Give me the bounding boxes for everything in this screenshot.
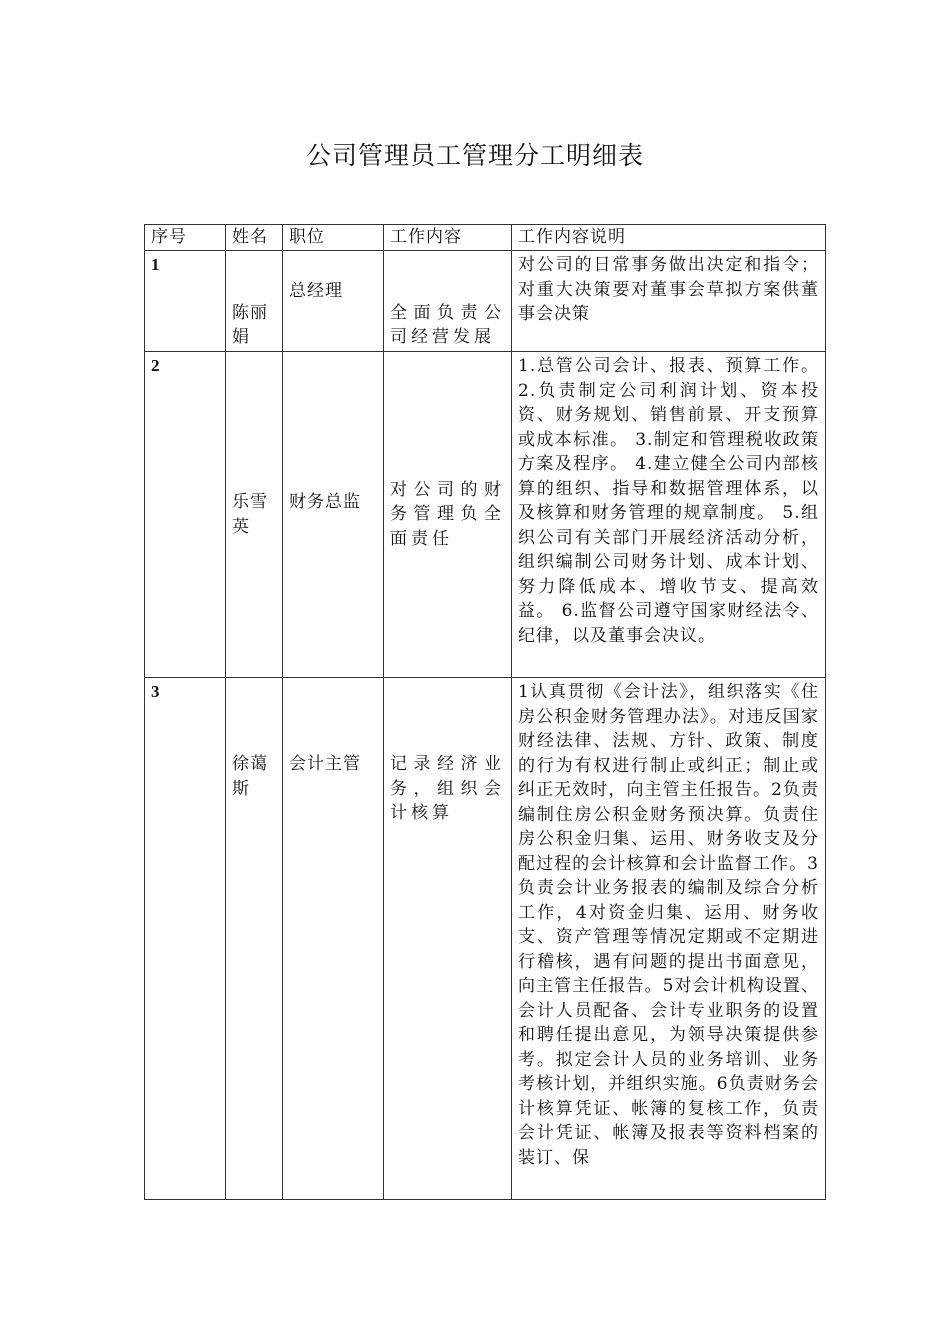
row-position: 会计主管 — [283, 678, 384, 1200]
header-position: 职位 — [283, 225, 384, 251]
page-title: 公司管理员工管理分工明细表 — [305, 141, 644, 170]
row-name: 陈丽娟 — [226, 251, 283, 352]
table-row — [145, 251, 826, 352]
table-header-row — [145, 225, 826, 251]
table-row — [145, 678, 826, 1200]
row-work-description: 1认真贯彻《会计法》，组织落实《住房公积金财务管理办法》。对违反国家财经法律、法规、方针、政策、制度的行为有权进行制止或纠正；制止或纠正无效时，向主管主任报告。2负责编制住房公积金财务预决算。负责住房公积金归集、运用、财务收支及分配过程的会计核算和会计监督工作。3负责会计业务报表的编制及综合分析工作，4对资金归集、运用、财务收支、资产管理等情况定期或不定期进行稽核，遇有问题的提出书面意见，向主管主任报告。5对会计机构设置、会计人员配备、会计专业职务的设置和聘任提出意见，为领导决策提供参考。拟定会计人员的业务培训、业务考核计划，并组织实施。6负责财务会计核算凭证、帐簿的复核工作，负责会计凭证、帐簿及报表等资料档案的装订、保 — [512, 678, 826, 1200]
row-work-description: 对公司的日常事务做出决定和指令；对重大决策要对董事会草拟方案供董事会决策 — [512, 251, 826, 352]
row-position: 总经理 — [283, 251, 384, 352]
row-work-content: 记录经济业务，组织会计核算 — [384, 678, 512, 1200]
header-work-content: 工作内容 — [384, 225, 512, 251]
header-seq: 序号 — [145, 225, 226, 251]
row-name: 乐雪英 — [226, 352, 283, 678]
header-work-description: 工作内容说明 — [512, 225, 826, 251]
header-name: 姓名 — [226, 225, 283, 251]
row-work-content: 全面负责公司经营发展 — [384, 251, 512, 352]
row-seq: 2 — [145, 352, 226, 678]
row-position: 财务总监 — [283, 352, 384, 678]
staff-division-table — [144, 224, 826, 1200]
row-seq: 3 — [145, 678, 226, 1200]
row-seq: 1 — [145, 251, 226, 352]
row-name: 徐蔼斯 — [226, 678, 283, 1200]
row-work-description: 1.总管公司会计、报表、预算工作。 2.负责制定公司利润计划、资本投资、财务规划、销售前景、开支预算或成本标准。 3.制定和管理税收政策方案及程序。 4.建立健全公司内部核算的组织、指导和数据管理体系，以及核算和财务管理的规章制度。 5.组织公司有关部门开展经济活动分析，组织编制公司财务计划、成本计划、努力降低成本、增收节支、提高效益。 6.监督公司遵守国家财经法令、纪律，以及董事会决议。 — [512, 352, 826, 678]
table-row — [145, 352, 826, 678]
row-work-content: 对公司的财务管理负全面责任 — [384, 352, 512, 678]
